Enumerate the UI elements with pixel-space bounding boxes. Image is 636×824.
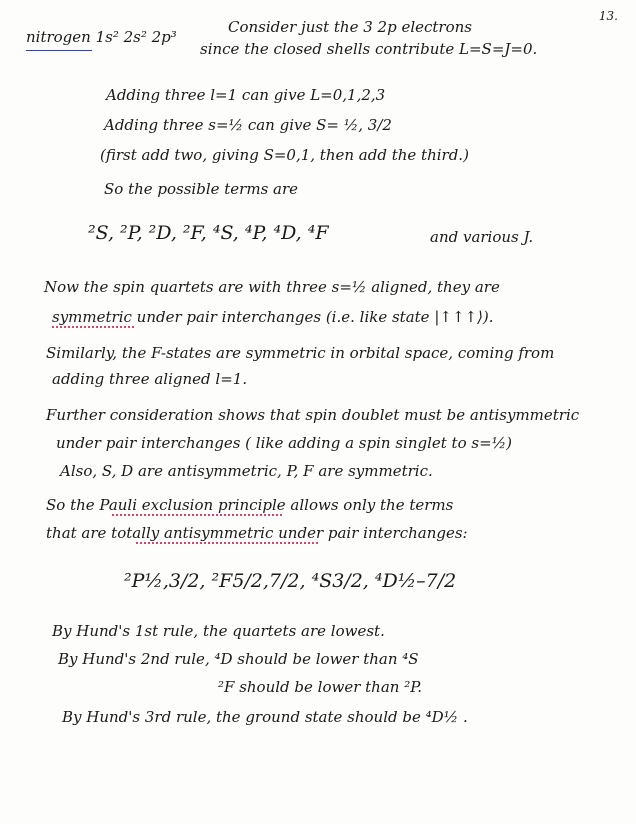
note-line: So the possible terms are	[104, 180, 299, 198]
note-line: symmetric under pair interchanges (i.e. like state |↑↑↑⟩).	[52, 308, 494, 326]
note-line: under pair interchanges ( like adding a spin singlet to s=½)	[56, 434, 513, 452]
possible-terms: ²S, ²P, ²D, ²F, ⁴S, ⁴P, ⁴D, ⁴F	[88, 222, 329, 244]
note-line: (first add two, giving S=0,1, then add the third.)	[100, 146, 469, 164]
note-line: By Hund's 2nd rule, ⁴D should be lower than ⁴S	[58, 650, 419, 668]
totally-antisymmetric-underline	[136, 542, 318, 544]
note-line: Adding three s=½ can give S= ½, 3/2	[104, 116, 392, 134]
note-line: Adding three l=1 can give L=0,1,2,3	[106, 86, 386, 104]
note-line: adding three aligned l=1.	[52, 370, 248, 388]
note-line: Similarly, the F-states are symmetric in orbital space, coming from	[46, 344, 555, 362]
note-line: since the closed shells contribute L=S=J=0.	[200, 40, 538, 58]
note-line: Further consideration shows that spin doublet must be antisymmetric	[46, 406, 580, 424]
nitrogen-underline	[26, 50, 92, 51]
note-line: By Hund's 3rd rule, the ground state should be ⁴D½ .	[62, 708, 468, 726]
allowed-terms: ²P½,3/2, ²F5/2,7/2, ⁴S3/2, ⁴D½–7/2	[124, 570, 457, 592]
note-line: So the Pauli exclusion principle allows only the terms	[46, 496, 454, 514]
note-line: and various J.	[430, 228, 534, 246]
note-line: By Hund's 1st rule, the quartets are lowest.	[52, 622, 385, 640]
element-configuration: nitrogen 1s² 2s² 2p³	[26, 28, 177, 46]
note-line: Now the spin quartets are with three s=½ aligned, they are	[44, 278, 500, 296]
note-line: that are totally antisymmetric under pair interchanges:	[46, 524, 468, 542]
page-number: 13.	[598, 9, 618, 23]
symmetric-underline	[52, 326, 134, 328]
note-line: ²F should be lower than ²P.	[218, 678, 423, 696]
note-line: Also, S, D are antisymmetric, P, F are symmetric.	[60, 462, 433, 480]
pauli-underline	[112, 514, 282, 516]
note-line: Consider just the 3 2p electrons	[228, 18, 472, 36]
